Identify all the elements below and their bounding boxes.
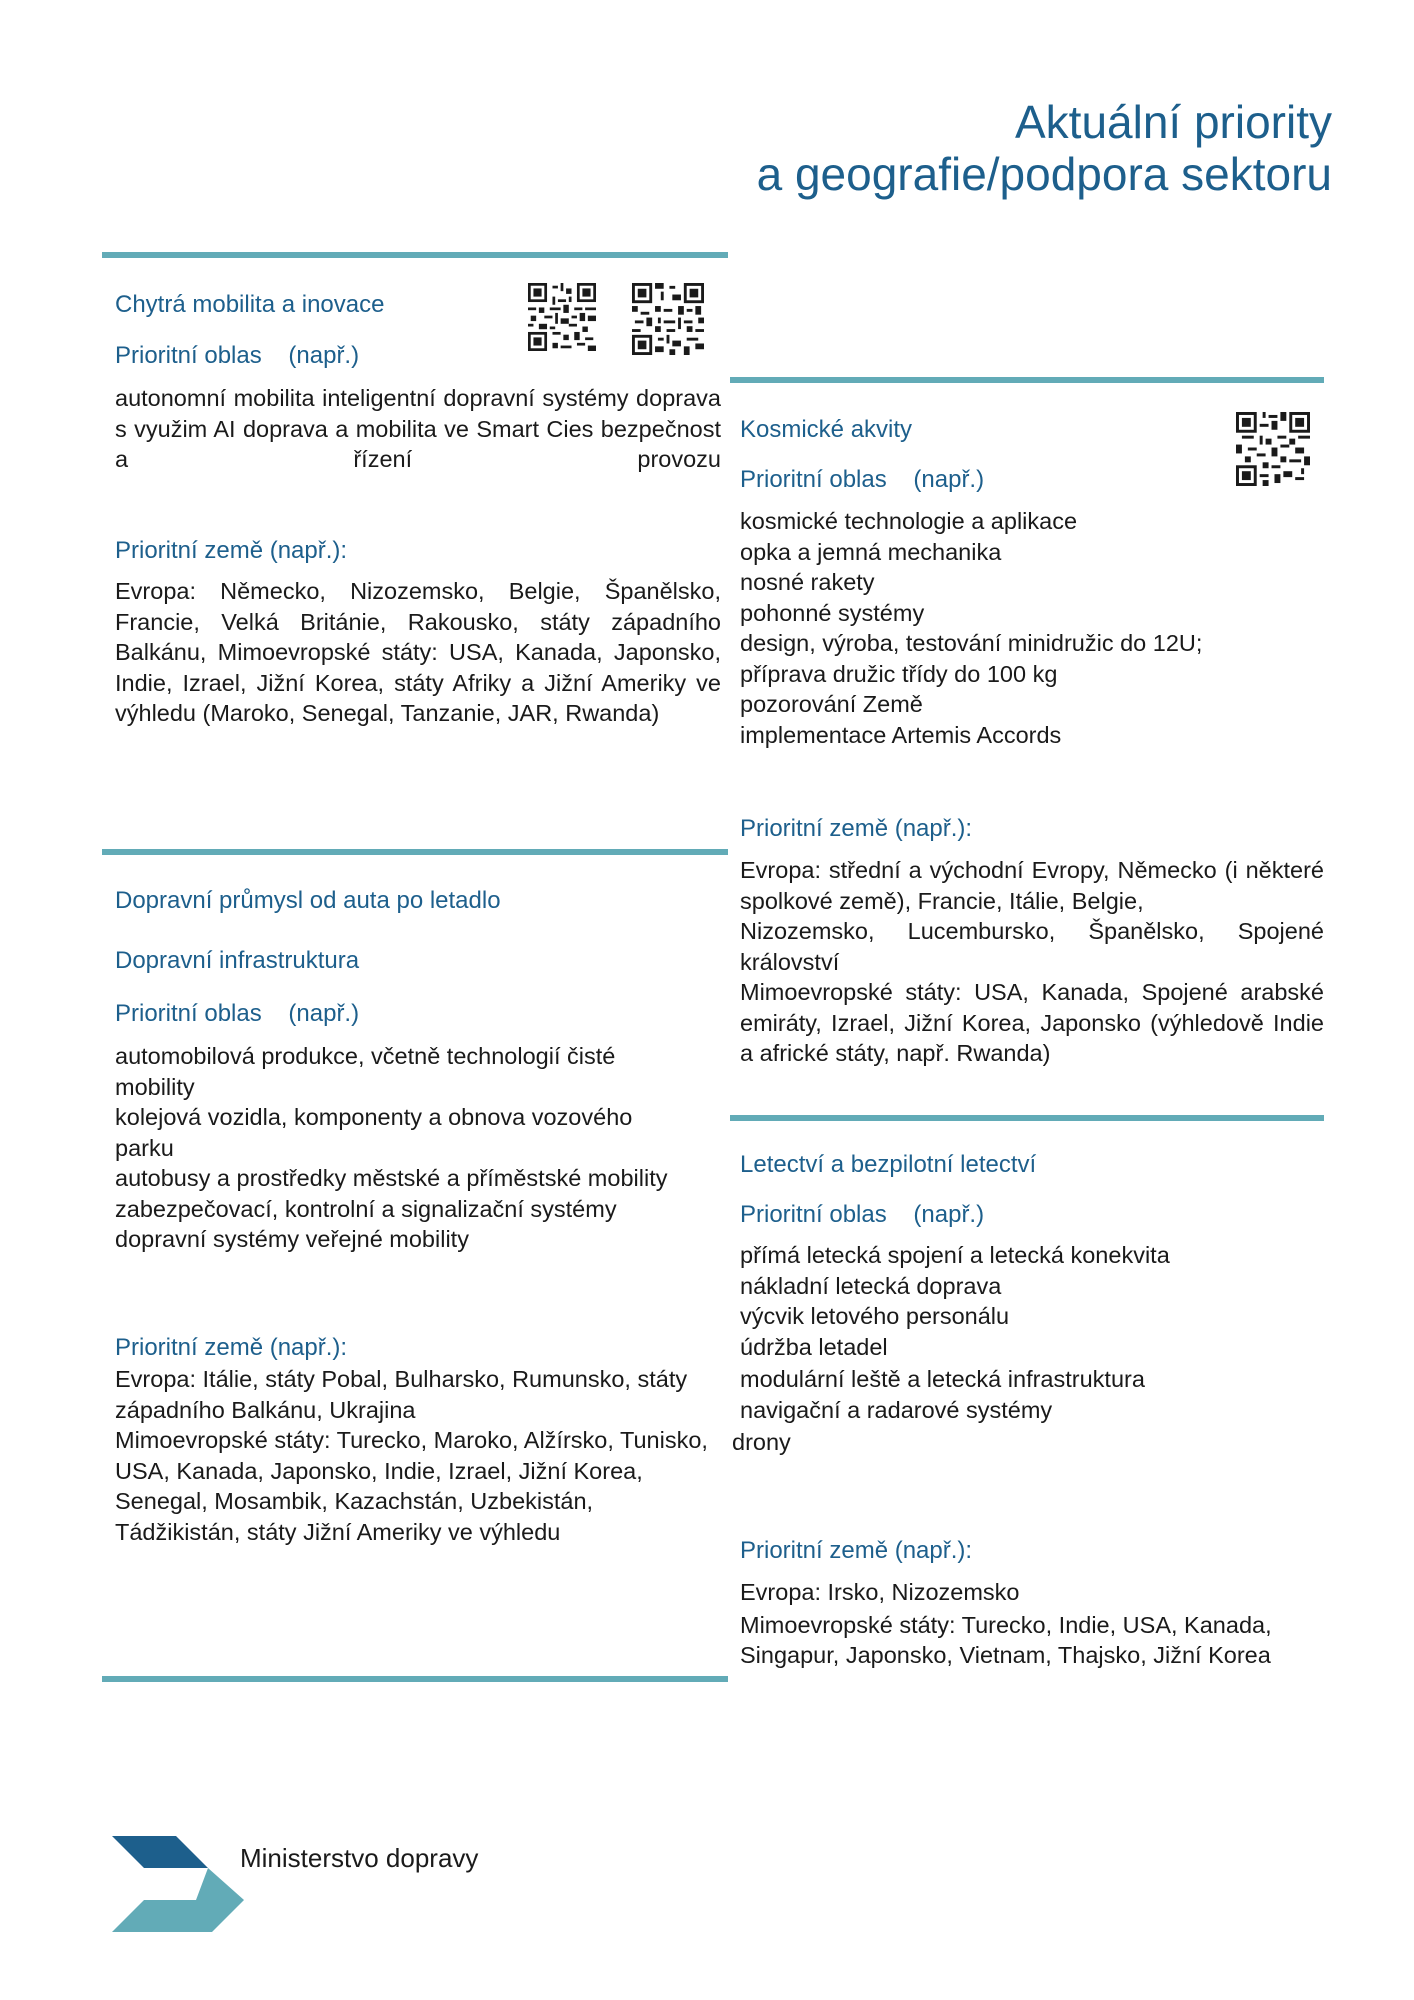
section-heading-space: Kosmické akvity bbox=[740, 416, 913, 443]
qr-code-icon[interactable] bbox=[1236, 412, 1310, 486]
priority-countries-label: Prioritní země (např.): bbox=[115, 537, 348, 564]
list-item: zabezpečovací, kontrolní a signalizační systémy bbox=[115, 1195, 617, 1222]
qr-code-icon[interactable] bbox=[632, 283, 704, 355]
priority-area-label: Prioritní oblas (např.) bbox=[115, 342, 360, 369]
space-countries-text bbox=[740, 855, 1324, 1069]
priority-area-label: Prioritní oblas (např.) bbox=[740, 466, 985, 493]
priority-countries-label: Prioritní země (např.): bbox=[740, 815, 973, 842]
list-item: autobusy a prostředky městské a příměstské mobility bbox=[115, 1165, 668, 1191]
list-item: kolejová vozidla, komponenty a obnova vozového bbox=[115, 1104, 633, 1130]
page-title-line-2: a geografie/podpora sektoru bbox=[756, 148, 1332, 200]
list-item: údržba letadel bbox=[740, 1333, 888, 1360]
smart-mobility-area-text-content: autonomní mobilita inteligentní dopravní systémy doprava s využim AI doprava a mobilita ve Smart Cies bezpečnost a řízení provozu bbox=[115, 385, 721, 472]
space-countries-paragraph-1c: království bbox=[740, 948, 840, 975]
list-item: pozorování Země bbox=[740, 691, 923, 717]
ministry-logo-text: Ministerstvo dopravy bbox=[240, 1843, 479, 1873]
list-item: Mimoevropské státy: Turecko, Maroko, Alžírsko, Tunisko, bbox=[115, 1427, 708, 1453]
priority-area-label: Prioritní oblas (např.) bbox=[740, 1201, 985, 1228]
list-item: Mimoevropské státy: Turecko, Indie, USA, Kanada, bbox=[740, 1611, 1272, 1638]
list-item: kosmické technologie a aplikace bbox=[740, 508, 1078, 534]
list-item: parku bbox=[115, 1134, 174, 1161]
rule-left-middle bbox=[102, 849, 728, 855]
rule-left-bottom bbox=[102, 1676, 728, 1682]
list-item: nosné rakety bbox=[740, 569, 875, 595]
smart-mobility-countries-content: Evropa: Německo, Nizozemsko, Belgie, Španělsko, Francie, Velká Británie, Rakousko, státy západního Balkánu, Mimoevropské státy: USA, Kanada, Japonsko, Indie, Izrael, Jižní Korea, státy Afriky a Jižní Ameriky ve výhledu (Maroko, Senegal, Tanzanie, JAR, Rwanda) bbox=[115, 578, 721, 726]
list-item: modulární leště a letecká infrastruktura bbox=[740, 1366, 1145, 1392]
rule-right-top bbox=[730, 377, 1324, 383]
aviation-area-list bbox=[740, 1240, 1170, 1425]
section-heading-transport-industry: Dopravní průmysl od auta po letadlo bbox=[115, 887, 501, 914]
list-item: Senegal, Mosambik, Kazachstán, Uzbekistán, bbox=[115, 1488, 594, 1514]
list-item: mobility bbox=[115, 1073, 195, 1100]
list-item: Evropa: Itálie, státy Pobal, Bulharsko, Rumunsko, státy bbox=[115, 1366, 688, 1392]
space-countries-paragraph-2: Mimoevropské státy: USA, Kanada, Spojené arabské emiráty, Izrael, Jižní Korea, Japonsko (výhledově Indie a africké státy, např. Rwanda) bbox=[740, 979, 1324, 1066]
transport-industry-area-list bbox=[115, 1041, 667, 1255]
page-title-line-1: Aktuální priority bbox=[1014, 96, 1332, 148]
list-item: Singapur, Japonsko, Vietnam, Thajsko, Jižní Korea bbox=[740, 1642, 1271, 1668]
section-heading-aviation: Letectví a bezpilotní letectví bbox=[740, 1151, 1037, 1178]
list-item: výcvik letového personálu bbox=[740, 1303, 1010, 1329]
page-title bbox=[757, 96, 1332, 200]
list-item: příprava družic třídy do 100 kg bbox=[740, 660, 1058, 687]
list-item: Evropa: Irsko, Nizozemsko bbox=[740, 1579, 1020, 1605]
priority-countries-label: Prioritní země (např.): bbox=[740, 1537, 973, 1564]
ministry-logo-icon bbox=[112, 1836, 244, 1932]
list-item: přímá letecká spojení a letecká konekvita bbox=[740, 1242, 1170, 1268]
qr-code-icon[interactable] bbox=[528, 283, 596, 351]
smart-mobility-countries-text bbox=[115, 576, 721, 729]
space-countries-paragraph-1b: Nizozemsko, Lucembursko, Španělsko, Spojené bbox=[740, 918, 1324, 944]
transport-industry-countries-list bbox=[115, 1364, 708, 1547]
list-item: dopravní systémy veřejné mobility bbox=[115, 1226, 469, 1252]
list-item: Tádžikistán, státy Jižní Ameriky ve výhledu bbox=[115, 1518, 561, 1545]
smart-mobility-area-text bbox=[115, 383, 721, 475]
list-item: navigační a radarové systémy bbox=[740, 1396, 1053, 1423]
list-item: opka a jemná mechanika bbox=[740, 538, 1002, 565]
rule-left-top bbox=[102, 252, 728, 258]
aviation-countries-list bbox=[740, 1577, 1272, 1671]
list-item: automobilová produkce, včetně technologií čisté bbox=[115, 1043, 616, 1069]
list-item: USA, Kanada, Japonsko, Indie, Izrael, Jižní Korea, bbox=[115, 1457, 643, 1484]
section-heading-smart-mobility: Chytrá mobilita a inovace bbox=[115, 291, 385, 318]
list-item: pohonné systémy bbox=[740, 599, 925, 626]
list-item: nákladní letecká doprava bbox=[740, 1272, 1002, 1299]
list-item: design, výroba, testování minidružic do 12U; bbox=[740, 630, 1203, 656]
priority-area-label: Prioritní oblas (např.) bbox=[115, 1000, 360, 1027]
list-item: západního Balkánu, Ukrajina bbox=[115, 1396, 416, 1423]
section-subheading-infrastructure: Dopravní infrastruktura bbox=[115, 947, 360, 974]
space-countries-paragraph-1: Evropa: střední a východní Evropy, Německo (i některé spolkové země), Francie, Itálie, Belgie, bbox=[740, 857, 1324, 914]
rule-right-middle bbox=[730, 1115, 1324, 1121]
space-area-list bbox=[740, 506, 1202, 750]
list-item: implementace Artemis Accords bbox=[740, 721, 1062, 748]
aviation-area-item-drones: drony bbox=[732, 1429, 791, 1455]
priority-countries-label: Prioritní země (např.): bbox=[115, 1334, 348, 1361]
